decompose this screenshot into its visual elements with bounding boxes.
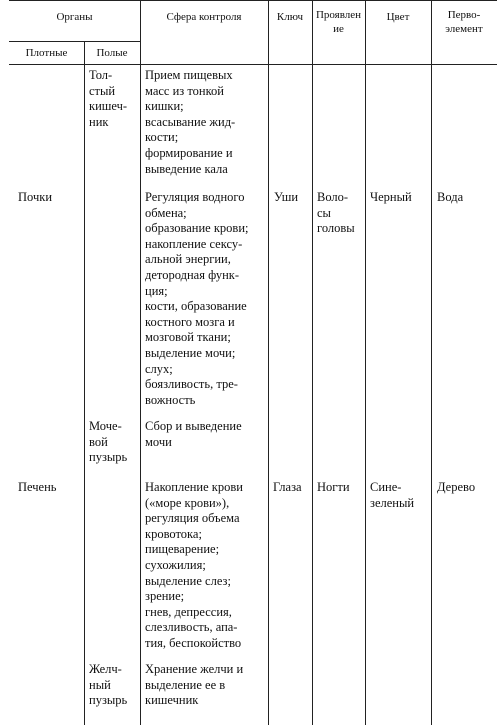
header-organs: Органы — [56, 11, 93, 23]
color-cell: Черный — [370, 190, 412, 204]
column-divider-4 — [312, 0, 313, 725]
dense-organ-cell: Почки — [18, 190, 53, 204]
header-color: Цвет — [386, 11, 410, 23]
header-bottom-border — [9, 64, 497, 65]
key-cell: Уши — [274, 190, 299, 204]
header-element: Первоэлемент — [445, 9, 483, 35]
color-cell: Сине- зеленый — [370, 480, 415, 510]
dense-organ-cell: Печень — [18, 480, 57, 494]
table-top-border — [9, 0, 497, 1]
control-sphere-cell: Хранение желчи и выделение ее в кишечник — [145, 662, 244, 708]
header-manifestation: Проявление — [315, 9, 362, 35]
control-sphere-cell: Накопление крови («море крови»), регуляция объема кровотока; пищеварение; сухожилия; выделение слез; зрение; гнев, депрессия, слезливость, апа- тия, беспокойство — [145, 480, 243, 650]
hollow-organ-cell: Моче- вой пузырь — [89, 419, 128, 465]
column-divider-1 — [84, 41, 85, 725]
header-dense: Плотные — [25, 47, 68, 59]
header-sphere: Сфера контроля — [166, 11, 242, 23]
header-subdivider — [9, 41, 140, 42]
header-hollow: Полые — [96, 47, 128, 59]
control-sphere-cell: Регуляция водного обмена; образование крови; накопление сексу- альной энергии, детородная функ- ция; кости, образование костного мозга и мозговой ткани; выделение мочи; слух; боязливость, тре- вожность — [145, 190, 249, 407]
manifestation-cell: Ногти — [317, 480, 350, 494]
key-cell: Глаза — [273, 480, 302, 494]
column-divider-5 — [365, 0, 366, 725]
control-sphere-cell: Прием пищевых масс из тонкой кишки; всасывание жид- кости; формирование и выведение кала — [145, 68, 236, 176]
column-divider-3 — [268, 0, 269, 725]
column-divider-2 — [140, 0, 141, 725]
element-cell: Дерево — [437, 480, 476, 494]
manifestation-cell: Воло- сы головы — [317, 190, 355, 236]
hollow-organ-cell: Желч- ный пузырь — [89, 662, 128, 708]
hollow-organ-cell: Тол- стый кишеч- ник — [89, 68, 128, 129]
column-divider-6 — [431, 0, 432, 725]
header-key: Ключ — [276, 11, 304, 23]
element-cell: Вода — [437, 190, 464, 204]
control-sphere-cell: Сбор и выведение мочи — [145, 419, 242, 449]
